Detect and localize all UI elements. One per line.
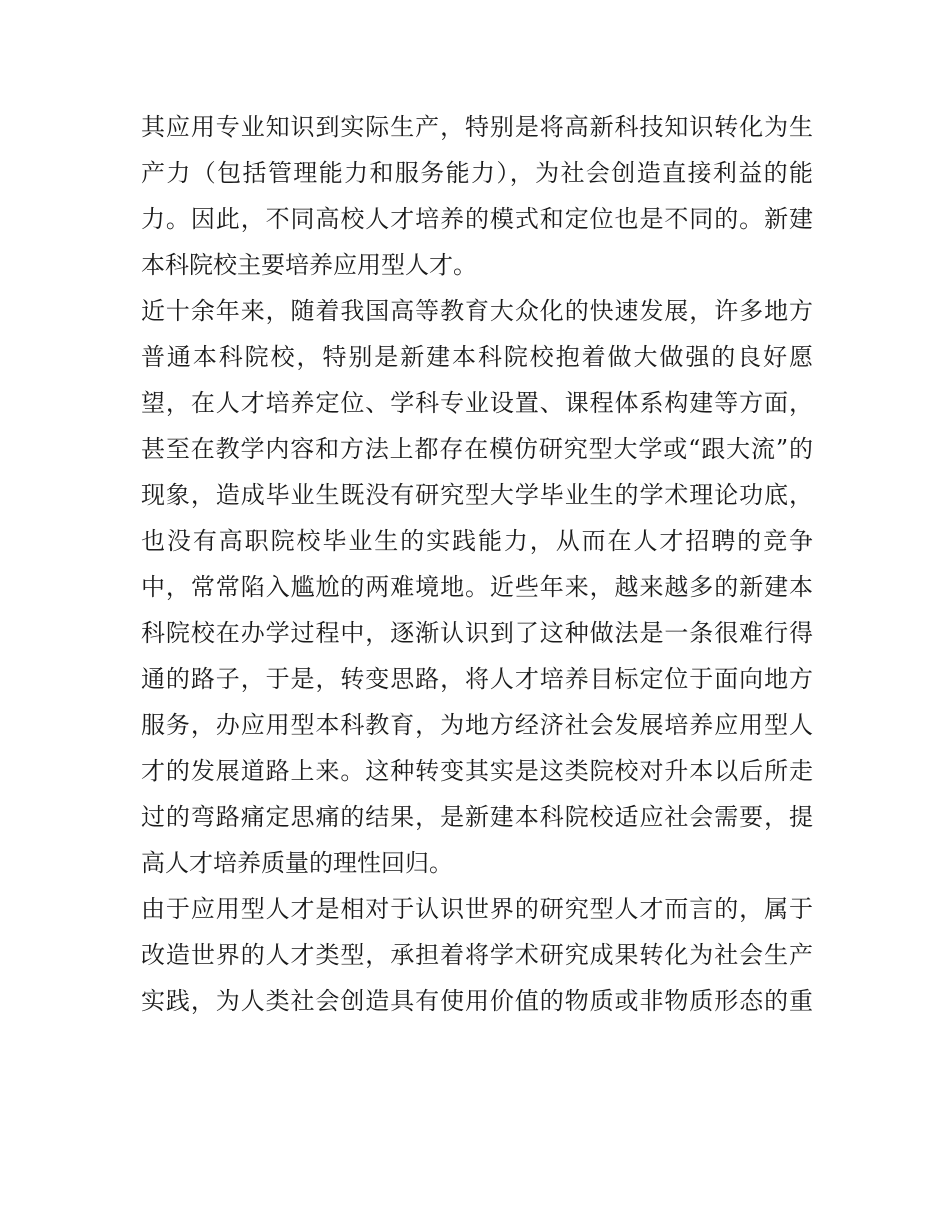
text-line: 由于应用型人才是相对于认识世界的研究型人才而言的，属于	[141, 895, 813, 923]
text-line: 甚至在教学内容和方法上都存在模仿研究型大学或“跟大流”的	[141, 435, 813, 463]
text-line: 近十余年来，随着我国高等教育大众化的快速发展，许多地方	[141, 297, 813, 325]
text-line: 本科院校主要培养应用型人才。	[141, 251, 477, 279]
text-line: 过的弯路痛定思痛的结果，是新建本科院校适应社会需要，提	[141, 803, 813, 831]
text-line: 力。因此，不同高校人才培养的模式和定位也是不同的。新建	[141, 205, 813, 233]
text-line: 服务，办应用型本科教育，为地方经济社会发展培养应用型人	[141, 711, 813, 739]
paragraph-1	[141, 104, 813, 288]
text-line: 科院校在办学过程中，逐渐认识到了这种做法是一条很难行得	[141, 619, 813, 647]
text-line: 其应用专业知识到实际生产，特别是将高新科技知识转化为生	[141, 113, 813, 141]
text-line: 中，常常陷入尴尬的两难境地。近些年来，越来越多的新建本	[141, 573, 813, 601]
document-body	[141, 104, 813, 1024]
text-line: 也没有高职院校毕业生的实践能力，从而在人才招聘的竞争	[141, 527, 813, 555]
text-line: 才的发展道路上来。这种转变其实是这类院校对升本以后所走	[141, 757, 813, 785]
paragraph-2	[141, 288, 813, 886]
text-line: 现象，造成毕业生既没有研究型大学毕业生的学术理论功底，	[141, 481, 813, 509]
text-line: 望，在人才培养定位、学科专业设置、课程体系构建等方面，	[141, 389, 813, 417]
text-line: 改造世界的人才类型，承担着将学术研究成果转化为社会生产	[141, 941, 813, 969]
paragraph-3	[141, 886, 813, 1024]
text-line: 高人才培养质量的理性回归。	[141, 849, 453, 877]
text-line: 实践，为人类社会创造具有使用价值的物质或非物质形态的重	[141, 987, 813, 1015]
text-line: 通的路子，于是，转变思路，将人才培养目标定位于面向地方	[141, 665, 813, 693]
text-line: 产力（包括管理能力和服务能力），为社会创造直接利益的能	[141, 159, 813, 187]
text-line: 普通本科院校，特别是新建本科院校抱着做大做强的良好愿	[141, 343, 813, 371]
